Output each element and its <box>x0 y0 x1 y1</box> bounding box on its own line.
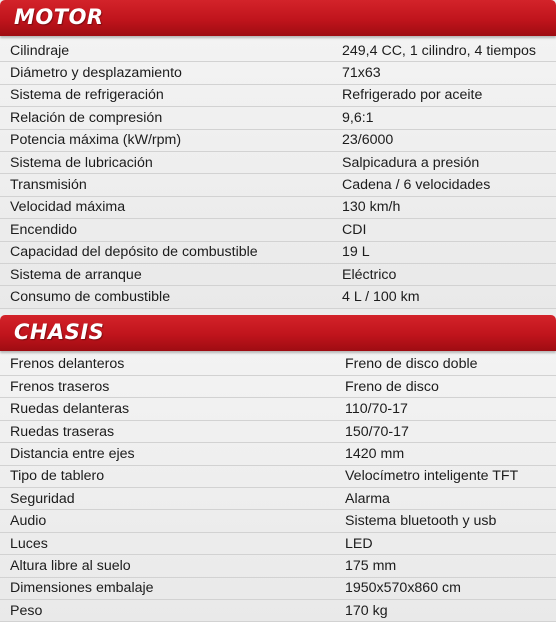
spec-row <box>0 600 556 622</box>
spec-label: Potencia máxima (kW/rpm) <box>10 132 182 149</box>
spec-label: Sistema de lubricación <box>10 154 153 171</box>
spec-value: 1950x570x860 cm <box>345 580 461 597</box>
spec-label: Audio <box>10 513 47 530</box>
spec-value: 4 L / 100 km <box>342 288 420 305</box>
spec-row <box>0 376 556 398</box>
spec-label: Diámetro y desplazamiento <box>10 65 182 82</box>
motor-spec-table <box>0 36 556 309</box>
spec-label: Sistema de refrigeración <box>10 87 164 104</box>
spec-value: 110/70-17 <box>345 401 408 418</box>
spec-row <box>0 533 556 555</box>
spec-value: 130 km/h <box>342 199 401 216</box>
spec-value: 71x63 <box>342 65 381 82</box>
chasis-banner <box>0 315 556 351</box>
chasis-section <box>0 315 556 622</box>
spec-label: Encendido <box>10 221 78 238</box>
spec-label: Ruedas delanteras <box>10 401 130 418</box>
spec-value: 249,4 CC, 1 cilindro, 4 tiempos <box>342 42 536 59</box>
spec-value: Salpicadura a presión <box>342 154 480 171</box>
spec-label: Seguridad <box>10 490 75 507</box>
spec-row <box>0 466 556 488</box>
spec-row <box>0 219 556 241</box>
spec-row <box>0 174 556 196</box>
spec-value: 1420 mm <box>345 445 405 462</box>
spec-value: Eléctrico <box>342 266 397 283</box>
spec-row <box>0 264 556 286</box>
spec-value: Freno de disco <box>345 378 439 395</box>
spec-row <box>0 578 556 600</box>
spec-row <box>0 286 556 308</box>
spec-label: Tipo de tablero <box>10 468 105 485</box>
spec-label: Frenos traseros <box>10 378 110 395</box>
motor-banner <box>0 0 556 36</box>
spec-value: Sistema bluetooth y usb <box>345 513 497 530</box>
spec-row <box>0 40 556 62</box>
spec-label: Luces <box>10 535 48 552</box>
spec-value: 150/70-17 <box>345 423 409 440</box>
motor-section <box>0 0 556 309</box>
spec-label: Dimensiones embalaje <box>10 580 154 597</box>
spec-label: Sistema de arranque <box>10 266 142 283</box>
spec-value: Alarma <box>345 490 390 507</box>
spec-value: Velocímetro inteligente TFT <box>345 468 519 485</box>
spec-label: Altura libre al suelo <box>10 557 131 574</box>
chasis-spec-table <box>0 351 556 622</box>
spec-row <box>0 555 556 577</box>
spec-label: Ruedas traseras <box>10 423 115 440</box>
spec-row <box>0 152 556 174</box>
spec-row <box>0 130 556 152</box>
spec-label: Capacidad del depósito de combustible <box>10 244 258 261</box>
spec-label: Cilindraje <box>10 42 70 59</box>
spec-row <box>0 107 556 129</box>
spec-row <box>0 421 556 443</box>
spec-label: Distancia entre ejes <box>10 445 135 462</box>
spec-row <box>0 62 556 84</box>
chasis-title: CHASIS <box>14 319 105 344</box>
spec-value: Freno de disco doble <box>345 356 478 373</box>
spec-row <box>0 510 556 532</box>
spec-value: 9,6:1 <box>342 109 374 126</box>
spec-row <box>0 242 556 264</box>
spec-row <box>0 443 556 465</box>
spec-label: Transmisión <box>10 177 87 194</box>
spec-value: 23/6000 <box>342 132 394 149</box>
spec-value: 175 mm <box>345 557 397 574</box>
spec-value: CDI <box>342 221 367 238</box>
spec-row <box>0 197 556 219</box>
spec-label: Relación de compresión <box>10 109 163 126</box>
spec-value: Cadena / 6 velocidades <box>342 177 491 194</box>
spec-row <box>0 488 556 510</box>
spec-label: Peso <box>10 602 43 619</box>
spec-label: Velocidad máxima <box>10 199 126 216</box>
spec-value: LED <box>345 535 373 552</box>
spec-value: 170 kg <box>345 602 388 619</box>
spec-label: Frenos delanteros <box>10 356 125 373</box>
spec-value: Refrigerado por aceite <box>342 87 483 104</box>
spec-value: 19 L <box>342 244 370 261</box>
spec-row <box>0 354 556 376</box>
spec-row <box>0 398 556 420</box>
motor-title: MOTOR <box>14 5 104 29</box>
spec-row <box>0 85 556 107</box>
spec-label: Consumo de combustible <box>10 288 171 305</box>
